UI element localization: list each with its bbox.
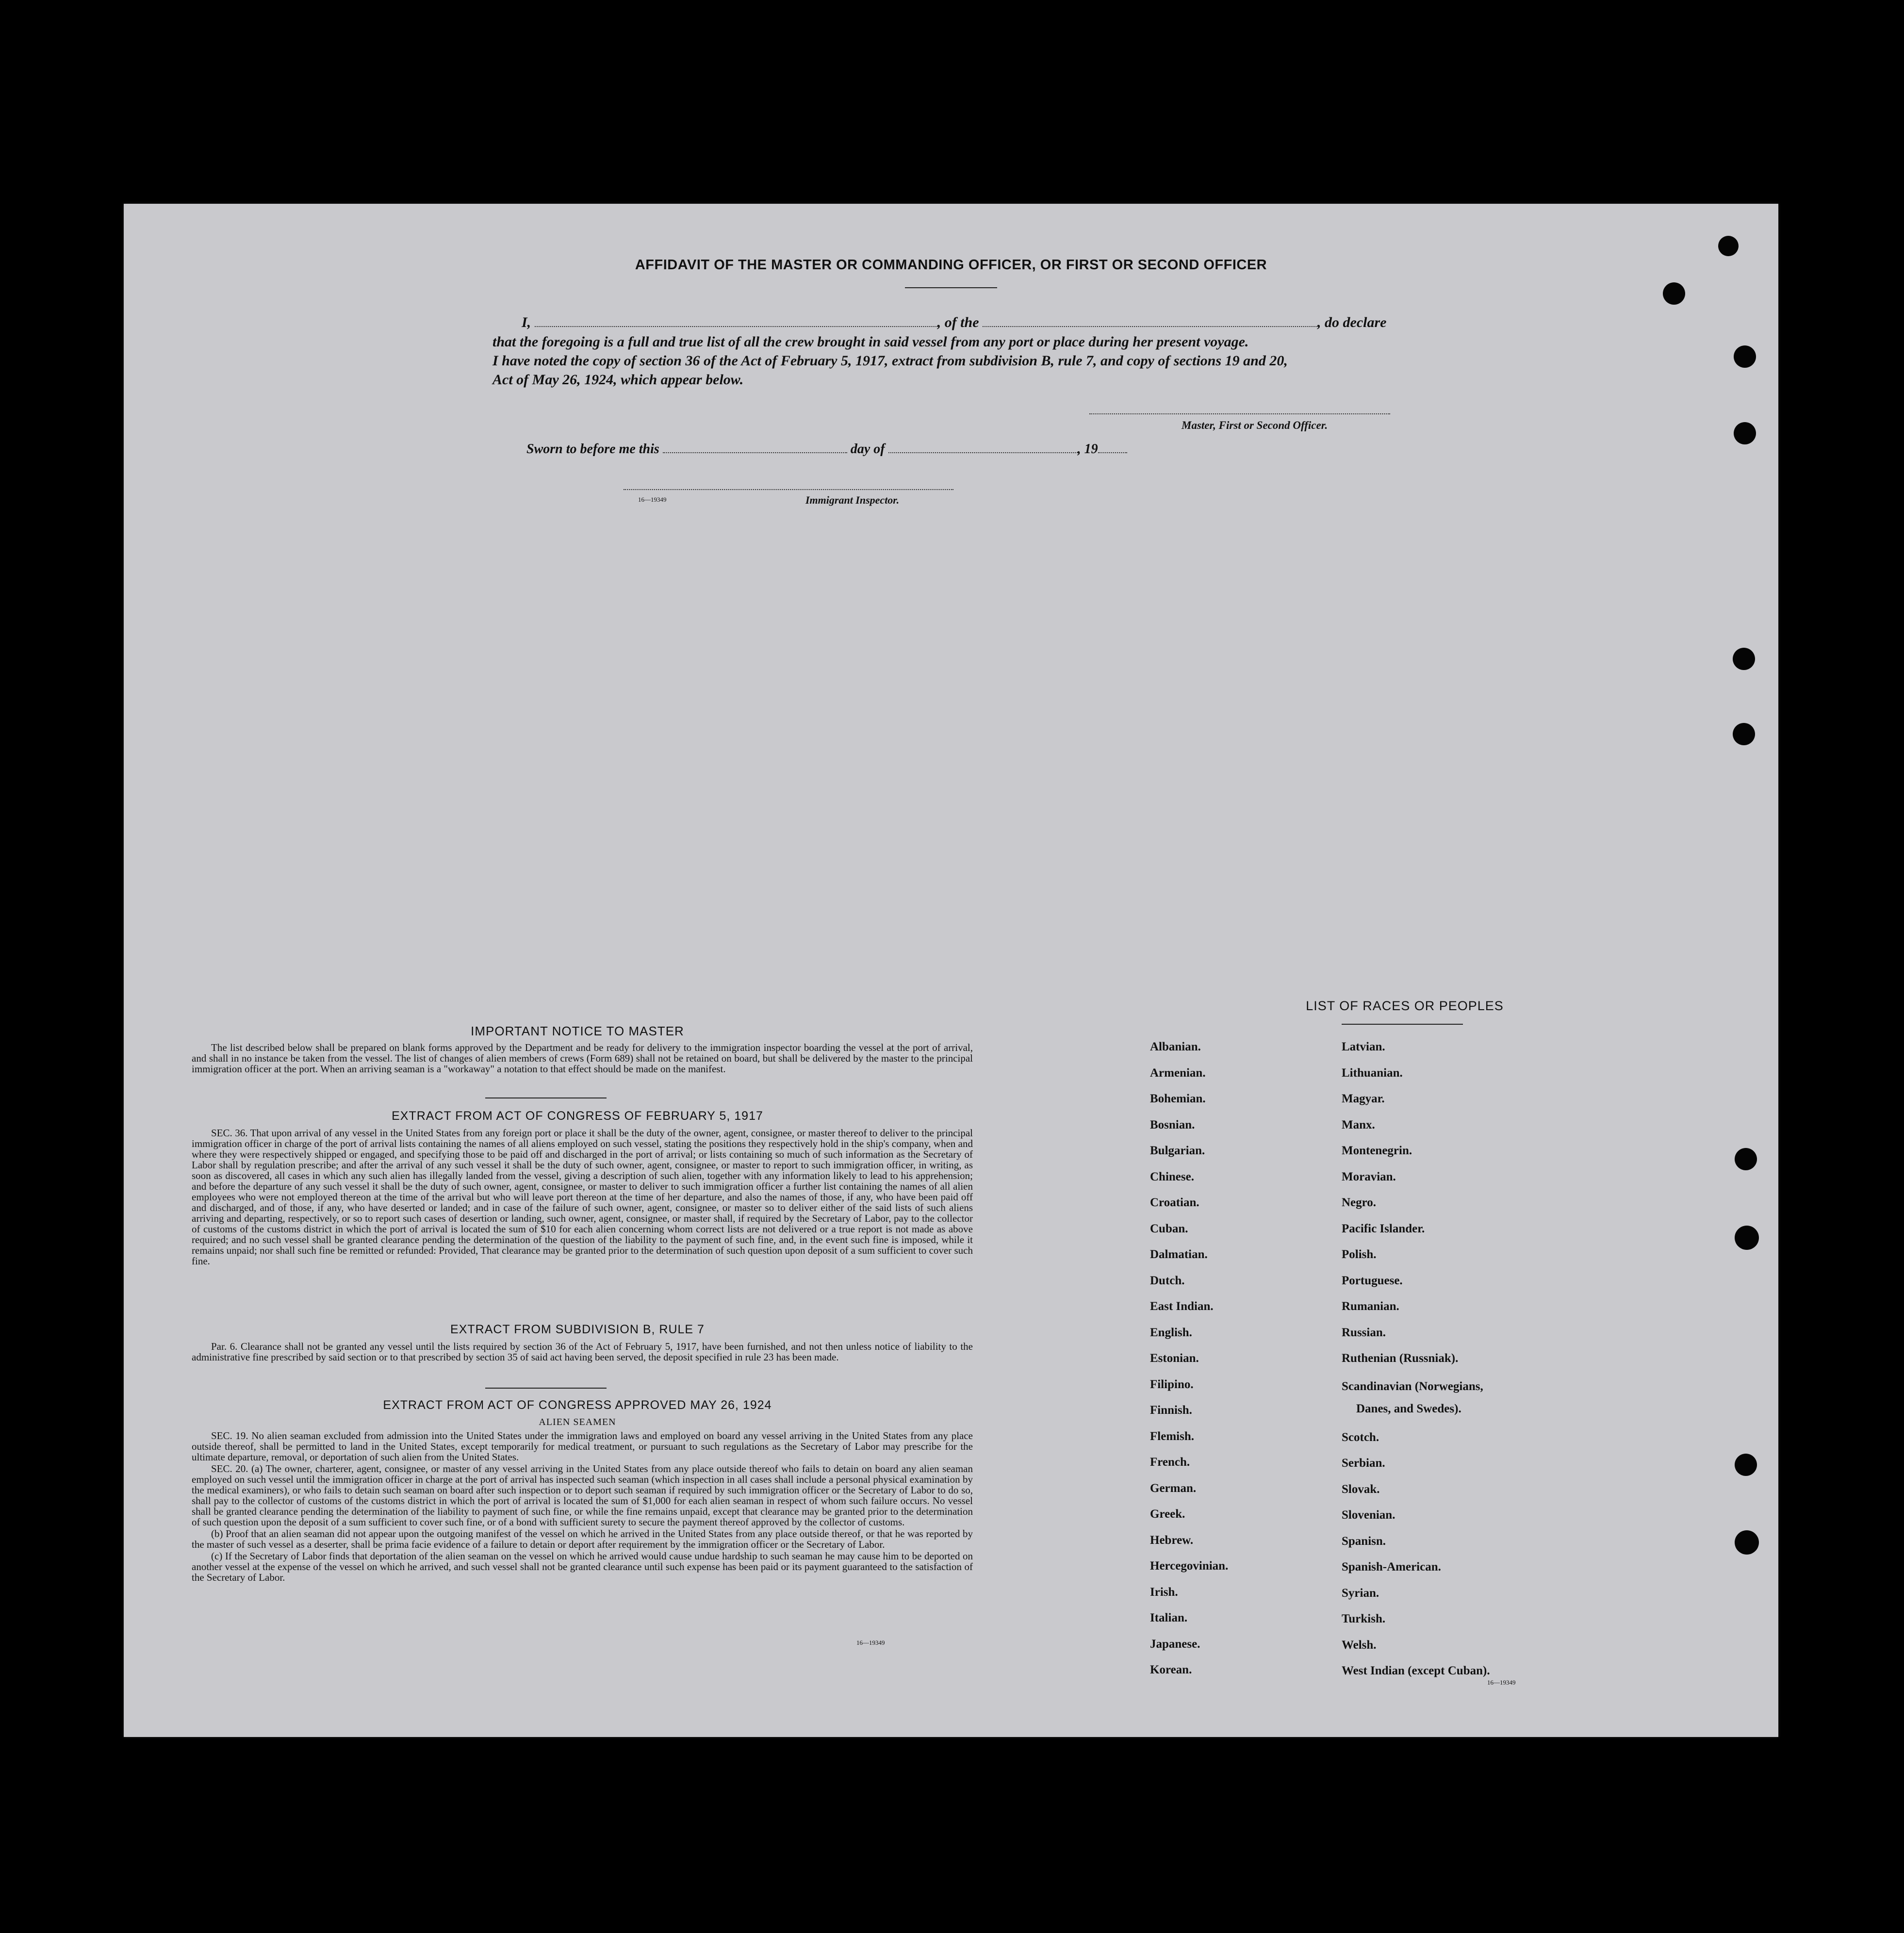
race-item: Flemish. <box>1150 1429 1194 1443</box>
race-item: Russian. <box>1342 1326 1386 1339</box>
master-signature-field[interactable] <box>1089 413 1390 414</box>
race-item: Bulgarian. <box>1150 1144 1205 1157</box>
race-item: Scandinavian (Norwegians, <box>1342 1379 1483 1393</box>
race-item: Albanian. <box>1150 1040 1201 1053</box>
race-item: Bosnian. <box>1150 1118 1195 1131</box>
punch-hole <box>1734 422 1756 444</box>
race-item: Greek. <box>1150 1507 1185 1521</box>
affidavit-line1 <box>522 314 1531 331</box>
race-item: Pacific Islander. <box>1342 1222 1425 1235</box>
affidavit-line4: Act of May 26, 1924, which appear below. <box>492 372 744 388</box>
affidavit-line2: that the foregoing is a full and true list of all the crew brought in said vessel from any port or place during her present voyage. <box>492 334 1249 350</box>
form-number: 16—19349 <box>1487 1679 1516 1686</box>
race-item: Filipino. <box>1150 1377 1194 1391</box>
declarant-name-field[interactable] <box>535 326 937 327</box>
extract-1917-text <box>192 1128 973 1267</box>
year-label: , 19 <box>1077 442 1098 457</box>
races-title: LIST OF RACES OR PEOPLES <box>1306 999 1504 1013</box>
sworn-year-field[interactable] <box>1098 452 1127 453</box>
race-item: Hebrew. <box>1150 1533 1194 1547</box>
race-item: Spanisn. <box>1342 1534 1386 1548</box>
race-item: Croatian. <box>1150 1196 1199 1209</box>
par6-paragraph: Par. 6. Clearance shall not be granted any vessel until the lists required by section 36 of the Act of February 5, 1917, have been furnished, and not then unless notice of liability to the administrative fine prescribed by said section or to that prescribed by section 35 of said act having been served, the deposit specified in rule 23 has been made. <box>192 1341 973 1363</box>
form-number: 16—19349 <box>638 496 667 503</box>
race-item: Rumanian. <box>1342 1300 1399 1313</box>
race-item: Armenian. <box>1150 1066 1206 1080</box>
race-item-continued: Danes, and Swedes). <box>1356 1402 1461 1415</box>
race-item: Slovak. <box>1342 1482 1380 1496</box>
notice-text <box>192 1042 973 1075</box>
divider <box>905 287 997 288</box>
punch-hole <box>1735 1148 1757 1170</box>
affidavit-title: AFFIDAVIT OF THE MASTER OR COMMANDING OFFICER, OR FIRST OR SECOND OFFICER <box>635 257 1267 273</box>
sworn-line <box>526 442 1127 457</box>
sec20b-paragraph: (b) Proof that an alien seaman did not appear upon the outgoing manifest of the vessel on which he arrived in the United States from any place outside thereof, or that he was reported by the master of such vessel as a deserter, shall be prima facie evidence of a failure to detain or deport after requirement by the immigration officer or the Secretary of Labor. <box>192 1528 973 1550</box>
divider <box>1342 1024 1463 1025</box>
race-item: Negro. <box>1342 1196 1377 1209</box>
race-item: Slovenian. <box>1342 1508 1395 1522</box>
section-36-paragraph: SEC. 36. That upon arrival of any vessel in the United States from any foreign port or place it shall be the duty of the owner, agent, consignee, or master thereof to deliver to the principal immigration officer in charge of the port of arrival lists containing the names of all aliens employed on such vessel, stating the positions they respectively hold in the ship's company, when and where they were respectively shipped or engaged, and specifying those to be paid off and discharged in the port of arrival; or lists containing so much of such information as the Secretary of Labor shall by regulation prescribe; and after the arrival of any such vessel it shall be the duty of such owner, agent, consignee, or master to report to such immigration officer, in writing, as soon as discovered, all cases in which any such alien has illegally landed from the vessel, giving a description of such alien, together with any information likely to lead to his apprehension; and before the departure of any such vessel it shall be the duty of such owner, agent, consignee, or master to deliver to such immigration officer a further list containing the names of all alien employees who were not employed thereon at the time of the arrival but who will leave port thereon at the time of her departure, and also the names of those, if any, who have been paid off and discharged, and of those, if any, who have deserted or landed; and in case of the failure of such owner, agent, consignee, or master so to deliver either of the said lists of such aliens arriving and departing, respectively, or so to report such cases of desertion or landing, such owner, agent, consignee, or master shall, if required by the Secretary of Labor, pay to the collector of customs of the customs district in which the port of arrival is located the sum of $10 for each alien concerning whom correct lists are not delivered or a true report is not made as above required; and no such vessel shall be granted clearance pending the determination of the question of the liability to the payment of such fine, and, in the event such fine is imposed, while it remains unpaid; nor shall such fine be remitted or refunded: Provided, That clearance may be granted prior to the determination of such question upon deposit of a sum sufficient to cover such fine. <box>192 1127 973 1267</box>
race-item: French. <box>1150 1456 1190 1469</box>
punch-hole <box>1663 282 1685 305</box>
race-item: Magyar. <box>1342 1092 1385 1105</box>
sworn-label: Sworn to before me this <box>526 442 659 457</box>
do-declare-label: , do declare <box>1317 314 1387 330</box>
race-item: Welsh. <box>1342 1638 1377 1652</box>
race-item: Bohemian. <box>1150 1092 1206 1105</box>
race-item: Italian. <box>1150 1611 1188 1624</box>
extract-1924-title: EXTRACT FROM ACT OF CONGRESS APPROVED MAY 26, 1924 <box>383 1398 772 1412</box>
punch-hole <box>1718 236 1739 256</box>
punch-hole <box>1735 1226 1759 1250</box>
race-item: Finnish. <box>1150 1404 1192 1417</box>
race-item: Dalmatian. <box>1150 1248 1208 1261</box>
race-item: Korean. <box>1150 1663 1192 1676</box>
master-caption: Master, First or Second Officer. <box>1182 419 1328 431</box>
race-item: Manx. <box>1342 1118 1375 1131</box>
race-item: Spanish-American. <box>1342 1560 1441 1573</box>
day-of-label: day of <box>850 442 885 457</box>
race-item: Lithuanian. <box>1342 1066 1403 1080</box>
race-item: Dutch. <box>1150 1274 1185 1287</box>
punch-hole <box>1733 648 1755 670</box>
sworn-day-field[interactable] <box>663 452 847 453</box>
affidavit-line3: I have noted the copy of section 36 of the Act of February 5, 1917, extract from subdivision B, rule 7, and copy of sections 19 and 20, <box>492 353 1288 369</box>
race-item: Hercegovinian. <box>1150 1559 1229 1573</box>
rule7-text <box>192 1341 973 1363</box>
punch-hole <box>1734 345 1756 368</box>
race-item: West Indian (except Cuban). <box>1342 1664 1490 1677</box>
race-item: Latvian. <box>1342 1040 1385 1053</box>
race-item: Chinese. <box>1150 1170 1194 1183</box>
inspector-signature-field[interactable] <box>624 489 953 490</box>
extract-1917-title: EXTRACT FROM ACT OF CONGRESS OF FEBRUARY 5, 1917 <box>392 1109 763 1123</box>
race-item: English. <box>1150 1326 1192 1339</box>
race-item: German. <box>1150 1481 1197 1495</box>
punch-hole <box>1735 1454 1757 1476</box>
sec20a-paragraph: SEC. 20. (a) The owner, charterer, agent, consignee, or master of any vessel arriving in the United States from any place outside thereof who fails to detain on board any alien seaman employed on such vessel until the immigration officer in charge at the port of arrival has inspected such seaman (which inspection in all cases shall include a personal physical examination by the medical examiners), or who fails to detain such seaman on board after such inspection or to deport such seaman if required by such immigration officer or the Secretary of Labor to do so, shall pay to the collector of customs of the customs district in which the port of arrival is located the sum of $1,000 for each alien seaman in respect of whom such failure occurs. No vessel shall be granted clearance pending the determination of the liability to payment of such fine, or while the fine remains unpaid, except that clearance may be granted prior to the determination of such question upon the deposit of a sum sufficient to cover such fine, or of a bond with sufficient surety to secure the payment thereof approved by the collector of customs. <box>192 1463 973 1528</box>
punch-hole <box>1735 1530 1759 1555</box>
race-item: Irish. <box>1150 1585 1178 1599</box>
race-item: Turkish. <box>1342 1612 1386 1625</box>
of-the-label: , of the <box>937 314 979 330</box>
vessel-name-field[interactable] <box>983 326 1317 327</box>
form-number: 16—19349 <box>856 1639 885 1646</box>
inspector-caption: Immigrant Inspector. <box>805 494 900 506</box>
race-item: Polish. <box>1342 1248 1377 1261</box>
rule7-title: EXTRACT FROM SUBDIVISION B, RULE 7 <box>450 1323 705 1336</box>
race-item: Serbian. <box>1342 1457 1385 1470</box>
sworn-month-field[interactable] <box>888 452 1078 453</box>
notice-title: IMPORTANT NOTICE TO MASTER <box>471 1024 684 1038</box>
race-item: East Indian. <box>1150 1300 1214 1313</box>
extract-1924-text <box>192 1430 973 1584</box>
document-page <box>124 204 1778 1737</box>
race-item: Japanese. <box>1150 1637 1200 1651</box>
race-item: Moravian. <box>1342 1170 1396 1183</box>
race-item: Estonian. <box>1150 1352 1199 1365</box>
race-item: Scotch. <box>1342 1430 1379 1444</box>
sec19-paragraph: SEC. 19. No alien seaman excluded from admission into the United States under the immigration laws and employed on board any vessel arriving in the United States from any place outside thereof, shall be permitted to land in the United States, except temporarily for medical treatment, or pursuant to such regulations as the Secretary of Labor may prescribe for the ultimate departure, removal, or deportation of such alien from the United States. <box>192 1430 973 1463</box>
race-item: Montenegrin. <box>1342 1144 1412 1157</box>
alien-seamen-subtitle: ALIEN SEAMEN <box>539 1417 616 1427</box>
declarant-label: I, <box>522 314 531 330</box>
sec20c-paragraph: (c) If the Secretary of Labor finds that deportation of the alien seaman on the vessel on which he arrived would cause undue hardship to such seaman he may cause him to be deported on another vessel at the expense of the vessel on which he arrived, and such vessel shall not be granted clearance until such expense has been paid or its payment guaranteed to the satisfaction of the Secretary of Labor. <box>192 1550 973 1583</box>
race-item: Syrian. <box>1342 1586 1379 1600</box>
race-item: Portuguese. <box>1342 1274 1403 1287</box>
race-item: Cuban. <box>1150 1222 1188 1235</box>
notice-paragraph: The list described below shall be prepared on blank forms approved by the Department and be ready for delivery to the immigration inspector boarding the vessel at the port of arrival, and shall in no instance be taken from the vessel. The list of changes of alien members of crews (Form 689) shall not be retained on board, but shall be delivered by the master to the principal immigration officer at the port. When an arriving seaman is a "workaway" a notation to that effect should be made on the manifest. <box>192 1042 973 1075</box>
race-item: Ruthenian (Russniak). <box>1342 1352 1459 1365</box>
divider <box>485 1388 607 1389</box>
punch-hole <box>1733 723 1755 745</box>
